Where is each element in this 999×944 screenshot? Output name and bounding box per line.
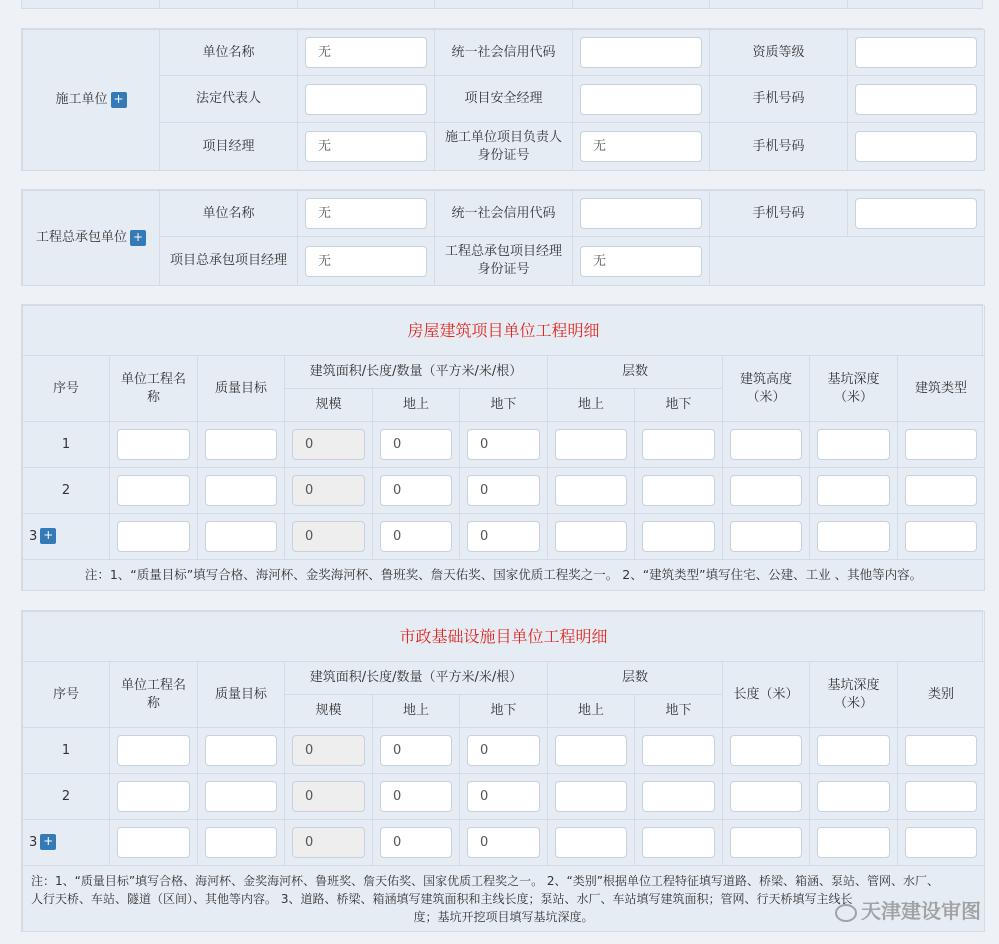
gc-pm-id-label: 工程总承包项目经理 身份证号 (435, 237, 573, 286)
unit-name-input[interactable]: 无 (305, 37, 427, 68)
row-seq: 2 (23, 468, 110, 514)
area-above-input[interactable]: 0 (380, 475, 452, 506)
pit-depth-header: 基坑深度 （米） (810, 356, 898, 422)
category-header: 类别 (898, 662, 985, 728)
floors-above-input[interactable] (555, 429, 627, 460)
area-below-input[interactable]: 0 (467, 781, 540, 812)
row-seq: 1 (23, 728, 110, 774)
credit-code-input[interactable] (580, 37, 702, 68)
building-type-input[interactable] (905, 521, 977, 552)
table-row (23, 514, 985, 560)
unit-name-header: 单位工程名 称 (110, 662, 198, 728)
quality-input[interactable] (205, 735, 277, 766)
gc-unit-name-label: 单位名称 (160, 191, 298, 237)
floors-below-input[interactable] (642, 521, 715, 552)
safety-manager-label: 项目安全经理 (435, 76, 573, 123)
quality-input[interactable] (205, 521, 277, 552)
area-above-input[interactable]: 0 (380, 781, 452, 812)
height-header: 建筑高度 （米） (723, 356, 810, 422)
row-seq: 2 (23, 774, 110, 820)
floors-above-header: 地上 (548, 695, 635, 728)
floors-above-input[interactable] (555, 781, 627, 812)
municipal-works-section (21, 610, 983, 932)
gc-unit-name-input[interactable]: 无 (305, 198, 427, 229)
length-header: 长度（米） (723, 662, 810, 728)
construction-unit-section (21, 28, 983, 171)
quality-input[interactable] (205, 827, 277, 858)
building-type-input[interactable] (905, 429, 977, 460)
gc-pm-input[interactable]: 无 (305, 246, 427, 277)
floors-header: 层数 (548, 662, 723, 695)
unit-name-input[interactable] (117, 827, 190, 858)
qualification-input[interactable] (855, 37, 977, 68)
floors-header: 层数 (548, 356, 723, 389)
area-below-input[interactable]: 0 (467, 475, 540, 506)
pit-depth-input[interactable] (817, 475, 890, 506)
area-above-header: 地上 (373, 389, 460, 422)
table-row (23, 774, 985, 820)
area-header: 建筑面积/长度/数量（平方米/米/根） (285, 356, 548, 389)
floors-below-input[interactable] (642, 429, 715, 460)
add-building-row-button[interactable]: + (40, 528, 56, 544)
floors-below-input[interactable] (642, 735, 715, 766)
row-seq: 3 + (23, 514, 110, 560)
area-below-input[interactable]: 0 (467, 735, 540, 766)
table-row (23, 422, 985, 468)
area-below-header: 地下 (460, 389, 548, 422)
legal-rep-input[interactable] (305, 84, 427, 115)
gc-credit-code-label: 统一社会信用代码 (435, 191, 573, 237)
area-below-input[interactable]: 0 (467, 521, 540, 552)
leader-id-input[interactable]: 无 (580, 131, 702, 162)
seq-header: 序号 (23, 356, 110, 422)
category-input[interactable] (905, 735, 977, 766)
quality-header: 质量目标 (198, 662, 285, 728)
municipal-note: 注：1、“质量目标”填写合格、海河杯、金奖海河杯、鲁班奖、詹天佑奖、国家优质工程奖之一。 2、“类别”根据单位工程特征填写道路、桥梁、箱涵、泵站、管网、水厂、 人行天桥、车站、隧道（区间）、其他等内容。 3、道路、桥梁、箱涵填写建筑面积和主线长度；泵站、水厂、车站填写建筑面积；管网、行天桥填写主线长 度；基坑开挖项目填写基坑深度。 (23, 866, 985, 932)
quality-input[interactable] (205, 475, 277, 506)
gc-pm-label: 项目总承包项目经理 (160, 237, 298, 286)
pit-depth-input[interactable] (817, 827, 890, 858)
building-section-title: 房屋建筑项目单位工程明细 (23, 306, 985, 356)
row-seq: 3 + (23, 820, 110, 866)
scale-input: 0 (292, 735, 365, 766)
unit-name-input[interactable] (117, 429, 190, 460)
area-above-input[interactable]: 0 (380, 521, 452, 552)
safety-manager-input[interactable] (580, 84, 702, 115)
credit-code-label: 统一社会信用代码 (435, 30, 573, 76)
building-type-input[interactable] (905, 475, 977, 506)
floors-below-header: 地下 (635, 695, 723, 728)
unit-name-header: 单位工程名 称 (110, 356, 198, 422)
gc-empty-cell (710, 237, 985, 286)
add-construction-unit-button[interactable]: + (111, 92, 127, 108)
floors-above-input[interactable] (555, 475, 627, 506)
area-above-input[interactable]: 0 (380, 735, 452, 766)
unit-name-label: 单位名称 (160, 30, 298, 76)
quality-input[interactable] (205, 781, 277, 812)
phone2-input[interactable] (855, 131, 977, 162)
pit-depth-input[interactable] (817, 735, 890, 766)
scale-input: 0 (292, 827, 365, 858)
floors-below-input[interactable] (642, 827, 715, 858)
table-row (23, 468, 985, 514)
unit-name-input[interactable] (117, 735, 190, 766)
unit-name-input[interactable] (117, 521, 190, 552)
length-input[interactable] (730, 781, 802, 812)
leader-id-label: 施工单位项目负责人 身份证号 (435, 123, 573, 171)
area-below-input[interactable]: 0 (467, 429, 540, 460)
floors-below-input[interactable] (642, 475, 715, 506)
scale-input: 0 (292, 521, 365, 552)
construction-unit-label: 施工单位 + (23, 30, 160, 171)
watermark: 天津建设审图 (835, 895, 981, 924)
phone-label: 手机号码 (710, 76, 848, 123)
gc-credit-code-input[interactable] (580, 198, 702, 229)
floors-above-input[interactable] (555, 735, 627, 766)
floors-above-input[interactable] (555, 521, 627, 552)
area-below-input[interactable]: 0 (467, 827, 540, 858)
floors-above-header: 地上 (548, 389, 635, 422)
gc-pm-id-input[interactable]: 无 (580, 246, 702, 277)
area-above-header: 地上 (373, 695, 460, 728)
project-manager-label: 项目经理 (160, 123, 298, 171)
phone2-label: 手机号码 (710, 123, 848, 171)
scale-input: 0 (292, 429, 365, 460)
unit-name-input[interactable] (117, 781, 190, 812)
gc-phone-label: 手机号码 (710, 191, 848, 237)
pit-depth-header: 基坑深度 （米） (810, 662, 898, 728)
area-below-header: 地下 (460, 695, 548, 728)
building-type-header: 建筑类型 (898, 356, 985, 422)
row-seq: 1 (23, 422, 110, 468)
phone-input[interactable] (855, 84, 977, 115)
floors-below-input[interactable] (642, 781, 715, 812)
scale-input: 0 (292, 475, 365, 506)
height-input[interactable] (730, 475, 802, 506)
scale-input: 0 (292, 781, 365, 812)
area-header: 建筑面积/长度/数量（平方米/米/根） (285, 662, 548, 695)
floors-below-header: 地下 (635, 389, 723, 422)
floors-above-input[interactable] (555, 827, 627, 858)
table-row (23, 728, 985, 774)
gc-phone-input[interactable] (855, 198, 977, 229)
add-municipal-row-button[interactable]: + (40, 834, 56, 850)
qualification-label: 资质等级 (710, 30, 848, 76)
area-above-input[interactable]: 0 (380, 429, 452, 460)
quality-header: 质量目标 (198, 356, 285, 422)
top-remnant-table (21, 0, 983, 9)
unit-name-input[interactable] (117, 475, 190, 506)
building-works-section (21, 304, 983, 591)
general-contractor-label: 工程总承包单位 + (23, 191, 160, 286)
add-general-contractor-button[interactable]: + (130, 230, 146, 246)
project-manager-input[interactable]: 无 (305, 131, 427, 162)
pit-depth-input[interactable] (817, 781, 890, 812)
municipal-section-title: 市政基础设施目单位工程明细 (23, 612, 985, 662)
height-input[interactable] (730, 429, 802, 460)
category-input[interactable] (905, 781, 977, 812)
legal-rep-label: 法定代表人 (160, 76, 298, 123)
category-input[interactable] (905, 827, 977, 858)
wechat-icon (835, 904, 857, 922)
building-note: 注：1、“质量目标”填写合格、海河杯、金奖海河杯、鲁班奖、詹天佑奖、国家优质工程奖之一。 2、“建筑类型”填写住宅、公建、工业 、其他等内容。 (23, 560, 985, 591)
general-contractor-section (21, 189, 983, 286)
scale-header: 规模 (285, 389, 373, 422)
scale-header: 规模 (285, 695, 373, 728)
length-input[interactable] (730, 735, 802, 766)
area-above-input[interactable]: 0 (380, 827, 452, 858)
height-input[interactable] (730, 521, 802, 552)
quality-input[interactable] (205, 429, 277, 460)
table-row (23, 820, 985, 866)
seq-header: 序号 (23, 662, 110, 728)
pit-depth-input[interactable] (817, 429, 890, 460)
pit-depth-input[interactable] (817, 521, 890, 552)
length-input[interactable] (730, 827, 802, 858)
